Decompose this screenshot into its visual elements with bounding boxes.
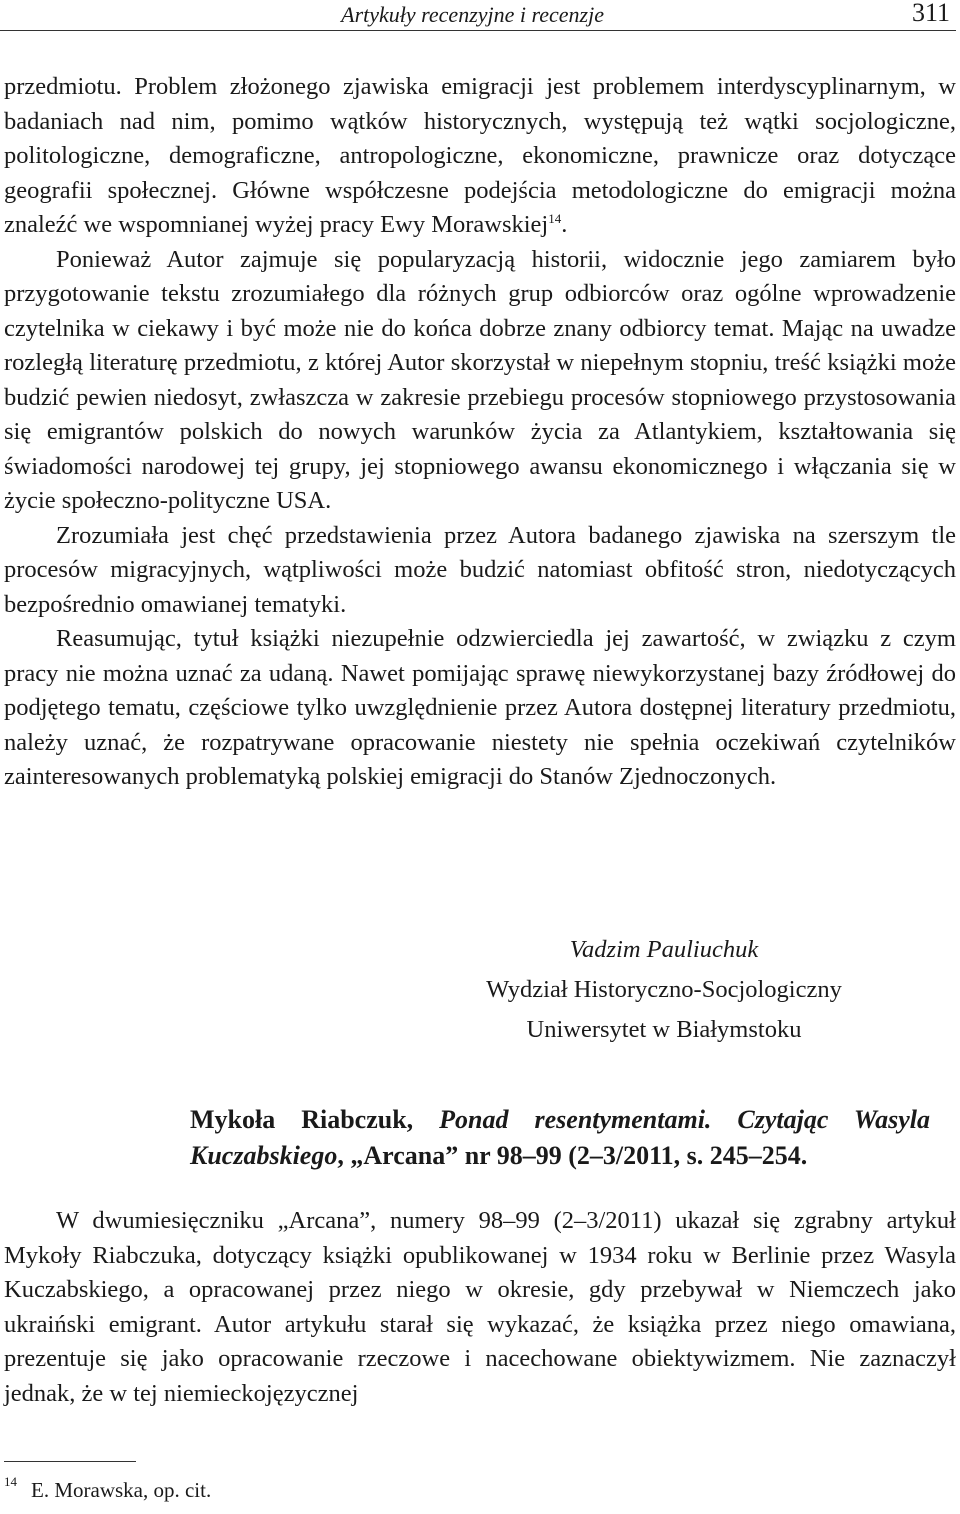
footnote-text: E. Morawska, op. cit. [31, 1478, 212, 1502]
signature-faculty: Wydział Historyczno-Socjologiczny [486, 976, 842, 1003]
signature-author: Vadzim Pauliuchuk [569, 936, 759, 963]
review-heading [190, 1102, 930, 1174]
footnote-reference[interactable]: 14 [548, 210, 562, 226]
review-paragraph-1: W dwumiesięczniku „Arcana”, numery 98–99 (2–3/2011) ukazał się zgrabny artykuł Mykoły Riabczuka, dotyczący książki opublikowanej w 1934 roku w Berlinie przez Wasyla Kuczabskiego, a opracowanej przez niego w okresie, gdy przebywał w Niemczech jako ukraiński emigrant. Autor artykułu starał się wykazać, że książka przez niego omawiana, prezentuje się jako opracowanie rzeczowe i nacechowane obiektywizmem. Nie zaznaczył jednak, że w tej niemieckojęzycznej [4, 1207, 956, 1407]
review-citation: , „Arcana” nr 98–99 (2–3/2011, s. 245–254. [337, 1141, 808, 1170]
paragraph-3: Zrozumiała jest chęć przedstawienia przez Autora badanego zjawiska na szerszym tle procesów migracyjnych, wątpliwości może budzić natomiast obfitość stron, niedotyczących bezpośrednio omawianej tematyki. [4, 521, 956, 618]
paragraph-1-text: przedmiotu. Problem złożonego zjawiska emigracji jest problemem interdyscyplinarnym, w badaniach nad nim, pomimo wątków historycznych, występują też wątki socjologiczne, politologiczne, demograficzne, antropologiczne, ekonomiczne, prawnicze oraz dotyczące geografii społecznej. Główne współczesne podejścia metodologiczne do emigracji można znaleźć we wspomnianej wyżej pracy Ewy Morawskiej [4, 73, 956, 238]
signature-university: Uniwersytet w Białymstoku [526, 1016, 802, 1043]
review-text [4, 1204, 956, 1411]
footnote-divider [4, 1461, 136, 1462]
paragraph-1-end: . [561, 211, 568, 238]
running-title: Artykuły recenzyjne i recenzje [341, 2, 604, 27]
footnote [4, 1474, 212, 1503]
main-text [4, 70, 956, 795]
signature-block [414, 930, 914, 1050]
footnote-number: 14 [4, 1474, 17, 1489]
paragraph-1 [4, 70, 956, 243]
paragraph-2: Ponieważ Autor zajmuje się popularyzacją historii, widocznie jego zamiarem było przygotowanie tekstu zrozumiałego dla różnych grup odbiorców oraz ogólne wprowadzenie czytelnika w ciekawy i być może nie do końca dobrze znany odbiorcy temat. Mając na uwadze rozległą literaturę przedmiotu, z której Autor skorzystał w niepełnym stopniu, treść książki może budzić pewien niedosyt, zwłaszcza w zakresie przebiegu procesów stopniowego przystosowania się emigrantów polskich do nowych warunków życia za Atlantykiem, kształtowania się świadomości narodowej tej grupy, jej stopniowego awansu ekonomicznego i włączania się w życie społeczno-polityczne USA. [4, 245, 956, 514]
review-author: Mykoła Riabczuk, [190, 1105, 440, 1134]
review-title: Ponad resentymentami. Czytając Wasyla Kuczabskiego [190, 1105, 930, 1170]
running-header [0, 0, 956, 31]
page-number: 311 [911, 0, 950, 27]
paragraph-4: Reasumując, tytuł książki niezupełnie odzwierciedla jej zawartość, w związku z czym pracy nie można uznać za udaną. Nawet pomijając sprawę niewykorzystanej bazy źródłowej do podjętego tematu, częściowe tylko uwzględnienie przez Autora dostępnej literatury przedmiotu, należy uznać, że rozpatrywane opracowanie niestety nie spełnia oczekiwań czytelników zainteresowanych problematyką polskiej emigracji do Stanów Zjednoczonych. [4, 625, 956, 790]
